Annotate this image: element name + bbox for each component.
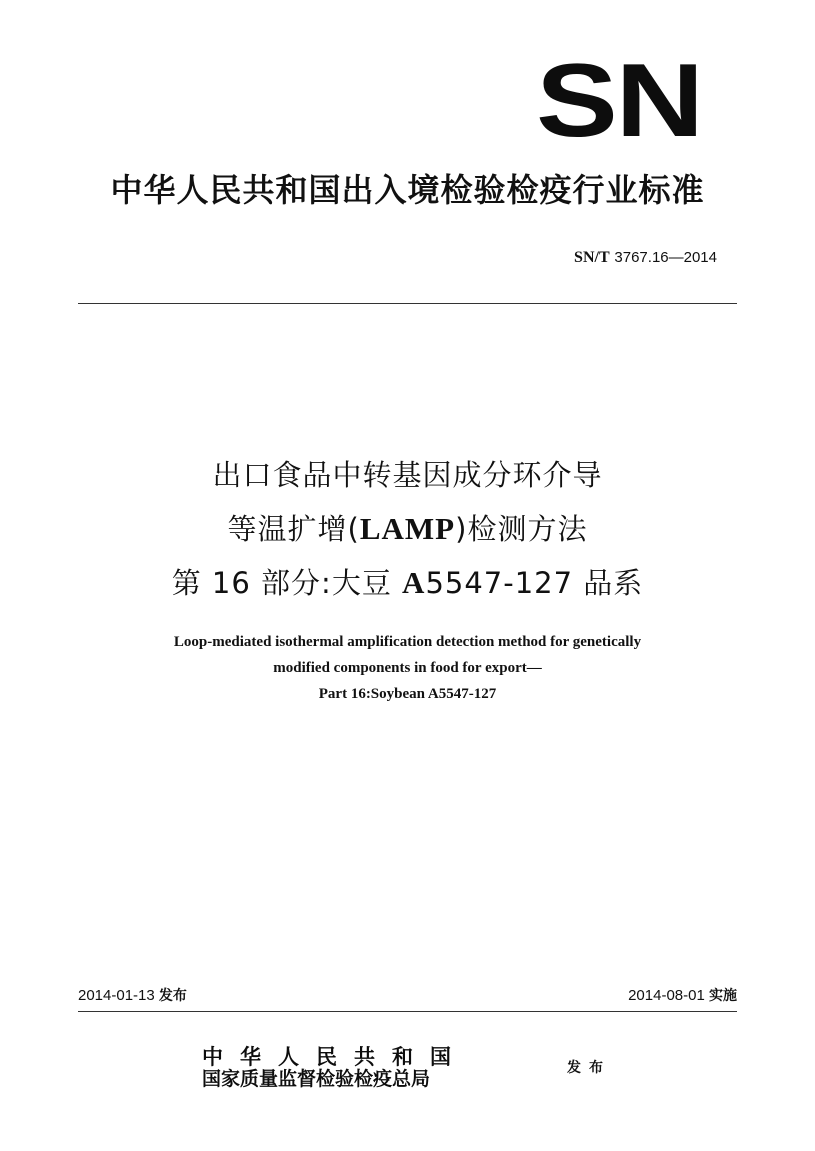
implementation-date-label: 实施 [709,988,737,1004]
title-en-line-2: modified components in food for export— [273,660,542,676]
standard-category: 中华人民共和国出入境检验检疫行业标准 [110,171,705,209]
bottom-divider [78,1011,737,1012]
sn-logo [536,43,727,159]
issuing-authorities [202,1046,468,1090]
implementation-date-value: 2014-08-01 [628,987,705,1004]
document-title-en [0,629,815,707]
title-en-line-3: Part 16:Soybean A5547-127 [318,686,497,702]
title-cn-line-2-latin: LAMP [359,511,456,546]
issuer-prc: 中华人民共和国 [202,1044,468,1069]
issue-date [78,985,187,1005]
title-cn-line-1: 出口食品中转基因成分环介导 [212,458,603,492]
issuer-aqsiq: 国家质量监督检验检疫总局 [202,1068,431,1090]
issue-date-value: 2014-01-13 [78,987,155,1004]
title-cn-line-2 [0,502,815,556]
document-title-cn [0,448,815,610]
title-en-line-1: Loop-mediated isothermal amplification detection method for genetically [173,634,642,650]
issue-date-label: 发布 [158,988,187,1004]
sn-logo-text: SN [536,43,702,159]
title-cn-line-2-part-1: 等温扩增( [227,512,360,546]
publish-label: 发布 [567,1060,611,1076]
title-cn-line-3-part-1: 第 16 部分:大豆 [171,566,403,600]
title-cn-line-2-part-2: )检测方法 [455,512,588,546]
title-cn-line-3-part-2: 5547-127 品系 [425,566,644,600]
title-cn-line-3-latin: A [402,565,426,600]
implementation-date [628,985,737,1005]
standard-code-prefix: SN/T [574,249,610,266]
standard-code-number: 3767.16—2014 [614,249,717,266]
standard-code [574,248,717,267]
title-cn-line-3 [0,556,815,610]
top-divider [78,303,737,304]
